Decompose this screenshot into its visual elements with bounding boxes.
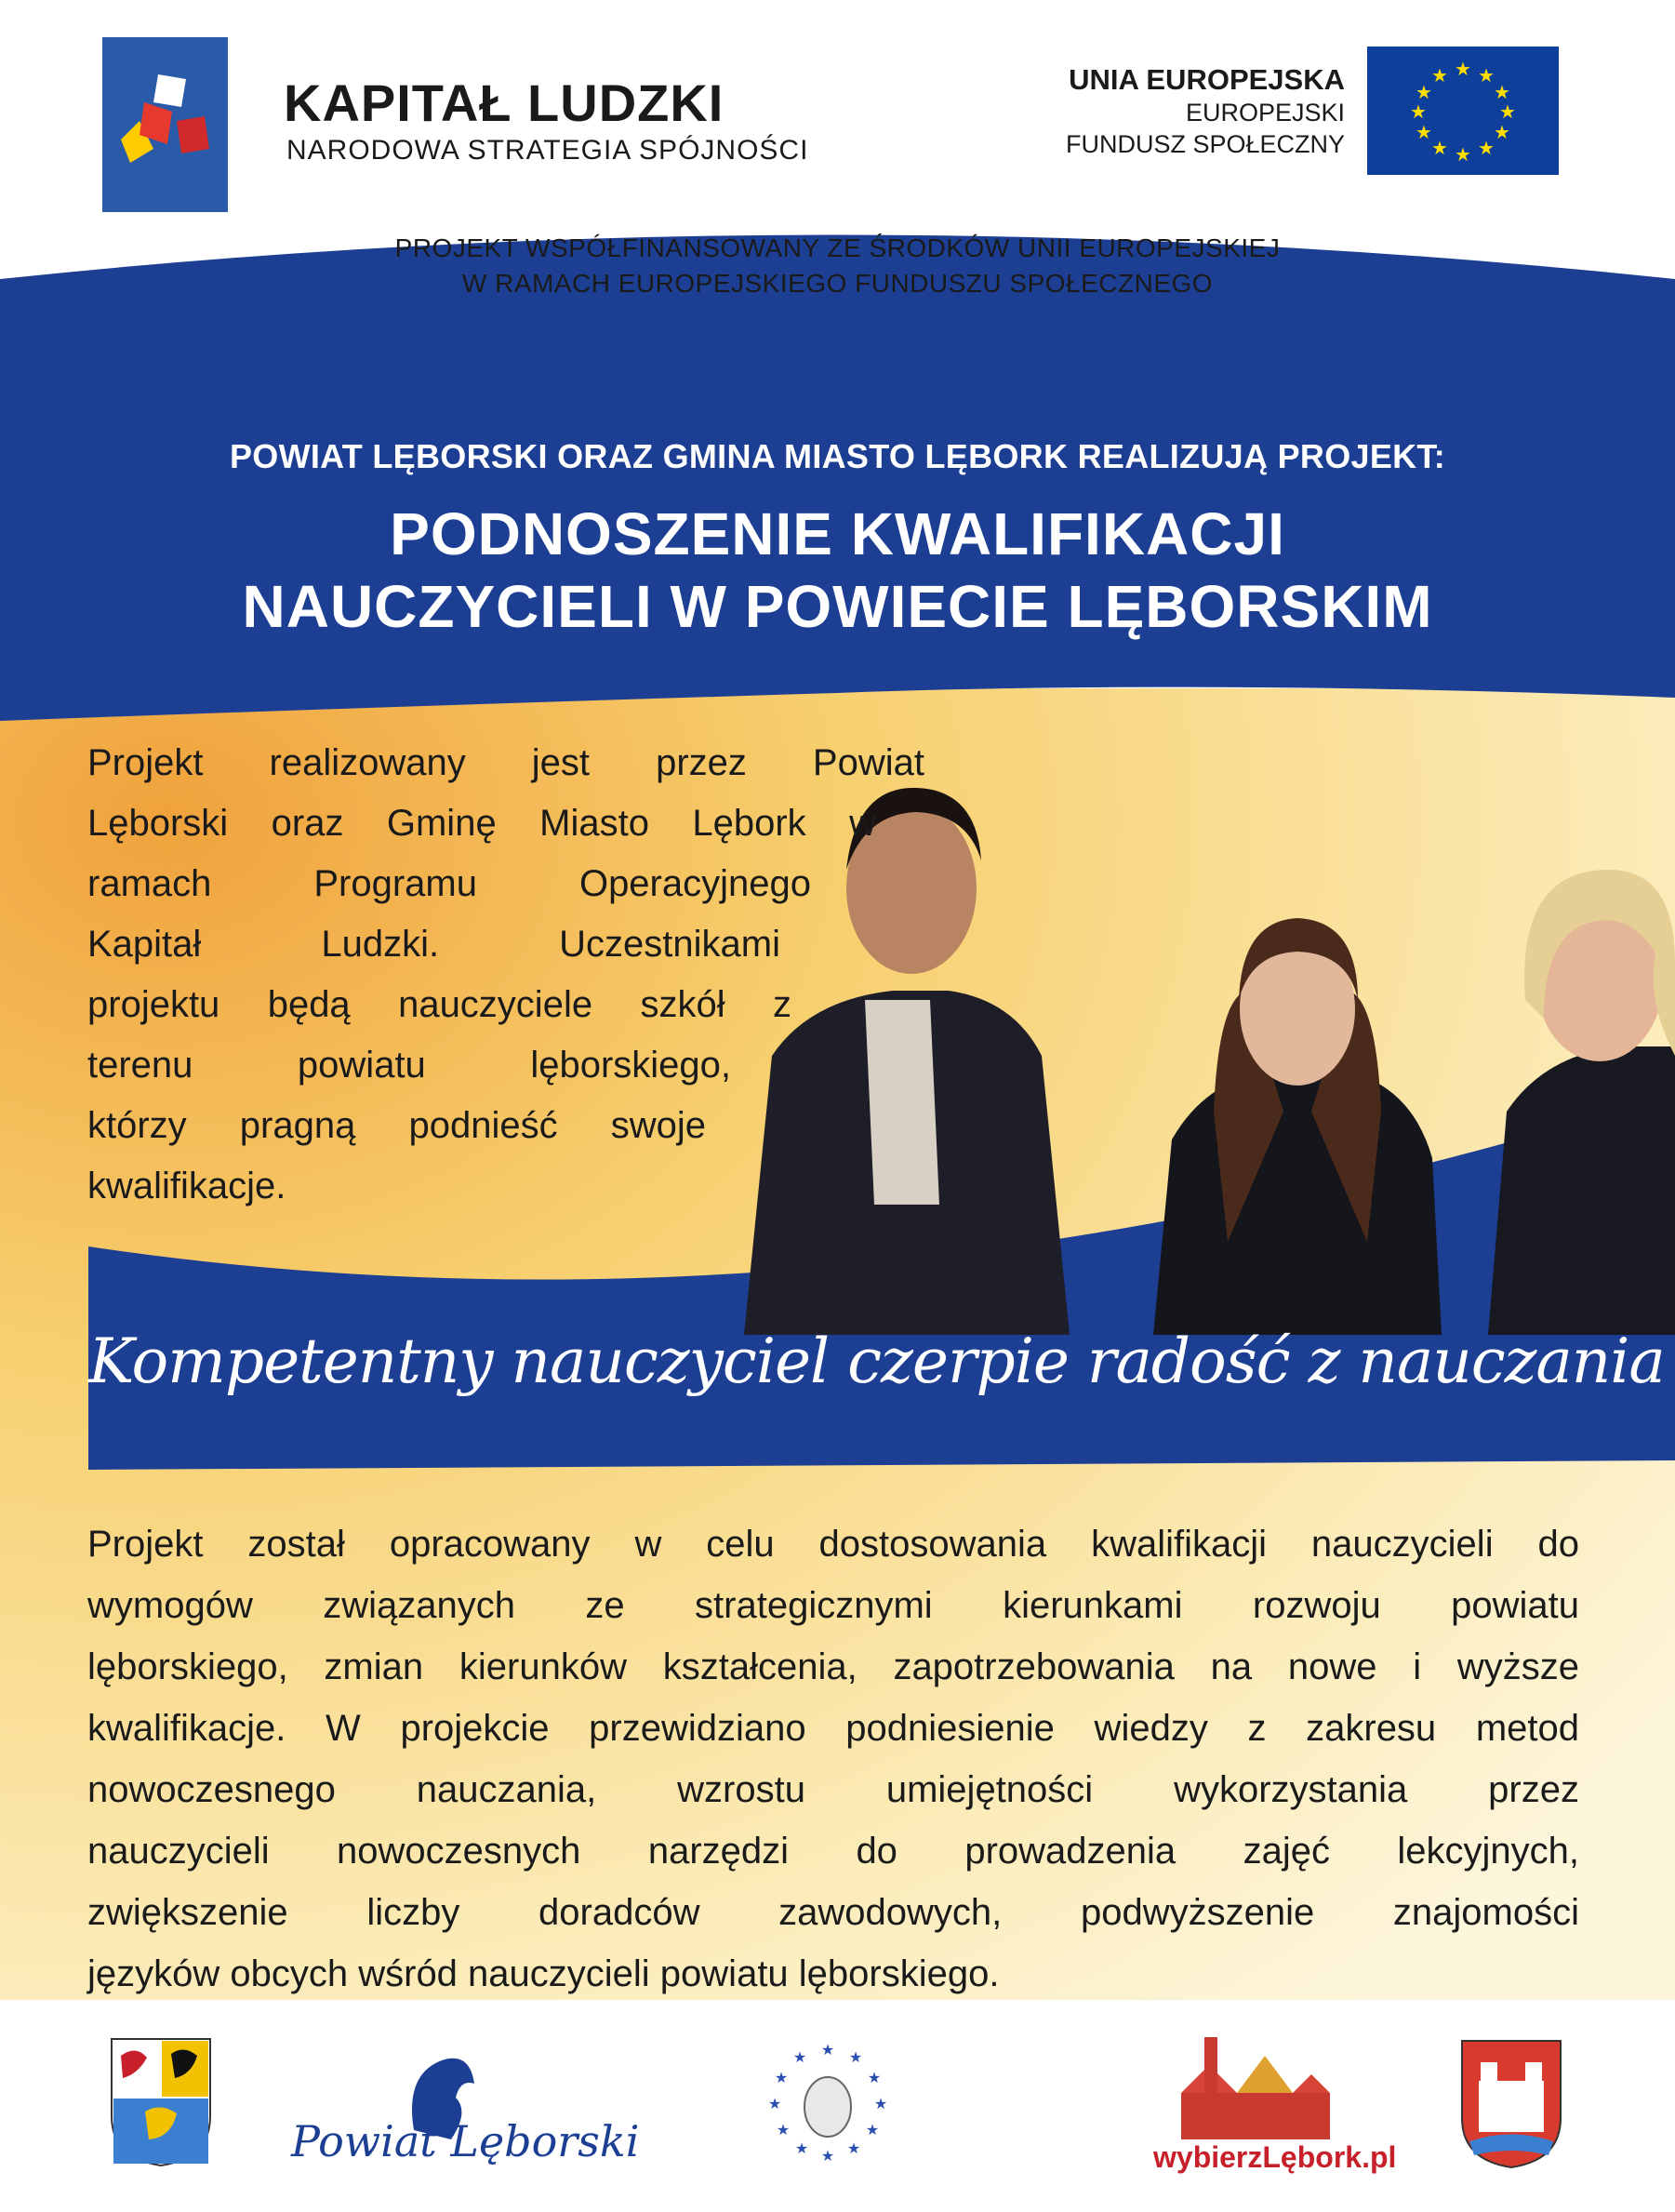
body-line: Projekt został opracowany w celu dostosowania kwalifikacji nauczycieli do bbox=[87, 1524, 1579, 1565]
wybierz-lebork-logo bbox=[1153, 2028, 1397, 2177]
slogan: Kompetentny nauczyciel czerpie radość z nauczania bbox=[88, 1326, 1665, 1397]
svg-text:★: ★ bbox=[792, 2048, 807, 2066]
project-title-line-1: PODNOSZENIE KWALIFIKACJI bbox=[390, 500, 1285, 567]
svg-text:★: ★ bbox=[1478, 137, 1495, 159]
implementers-heading: POWIAT LĘBORSKI ORAZ GMINA MIASTO LĘBORK REALIZUJĄ PROJEKT: bbox=[229, 437, 1446, 475]
kapital-ludzki-title: KAPITAŁ LUDZKI bbox=[284, 73, 725, 132]
powiat-leborski-label: Powiat Lęborski bbox=[291, 2116, 640, 2166]
wybierz-lebork-label: wybierzLębork.pl bbox=[1153, 2140, 1397, 2174]
stars-circle-logo-icon bbox=[767, 2042, 888, 2163]
pomorskie-coat-of-arms-icon bbox=[110, 2037, 212, 2167]
body-paragraph bbox=[87, 1513, 1579, 2005]
svg-text:★: ★ bbox=[1431, 137, 1448, 159]
body-line: nowoczesnego nauczania, wzrostu umiejętności wykorzystania przez bbox=[87, 1769, 1579, 1810]
intro-line: terenu powiatu lęborskiego, bbox=[87, 1045, 731, 1086]
svg-text:★: ★ bbox=[867, 2069, 882, 2086]
svg-text:★: ★ bbox=[776, 2121, 791, 2139]
svg-text:★: ★ bbox=[1478, 64, 1495, 87]
svg-text:★: ★ bbox=[1494, 81, 1510, 103]
intro-line: projektu będą nauczyciele szkół z bbox=[87, 984, 791, 1025]
svg-text:★: ★ bbox=[865, 2121, 880, 2139]
svg-text:★: ★ bbox=[794, 2139, 809, 2157]
svg-text:★: ★ bbox=[1455, 58, 1471, 80]
cofinancing-line-2: W RAMACH EUROPEJSKIEGO FUNDUSZU SPOŁECZNEGO bbox=[461, 269, 1214, 298]
intro-paragraph bbox=[87, 733, 929, 1217]
body-line: wymogów związanych ze strategicznymi kierunkami rozwoju powiatu bbox=[87, 1585, 1579, 1626]
kapital-ludzki-logo bbox=[102, 37, 228, 212]
svg-text:★: ★ bbox=[1416, 121, 1432, 143]
svg-text:★: ★ bbox=[820, 2041, 835, 2059]
kapital-ludzki-subtitle: NARODOWA STRATEGIA SPÓJNOŚCI bbox=[286, 135, 809, 166]
cofinancing-line-1: PROJEKT WSPÓŁFINANSOWANY ZE ŚRODKÓW UNII EUROPEJSKIEJ bbox=[394, 233, 1281, 262]
intro-line: kwalifikacje. bbox=[87, 1166, 286, 1206]
intro-line: ramach Programu Operacyjnego bbox=[87, 863, 811, 904]
eu-fund-label-1: EUROPEJSKI bbox=[1185, 99, 1345, 127]
body-line: kwalifikacje. W projekcie przewidziano podniesienie wiedzy z zakresu metod bbox=[87, 1708, 1579, 1749]
body-line: lęborskiego, zmian kierunków kształcenia, zapotrzebowania na nowe i wyższe bbox=[87, 1646, 1579, 1687]
svg-text:★: ★ bbox=[767, 2095, 782, 2112]
svg-text:★: ★ bbox=[1499, 100, 1516, 123]
intro-line: Kapitał Ludzki. Uczestnikami bbox=[87, 924, 780, 965]
svg-text:★: ★ bbox=[848, 2048, 863, 2066]
svg-text:★: ★ bbox=[1455, 143, 1471, 166]
eu-union-label: UNIA EUROPEJSKA bbox=[1069, 63, 1345, 96]
svg-text:★: ★ bbox=[1494, 121, 1510, 143]
svg-text:★: ★ bbox=[1431, 64, 1448, 87]
svg-text:★: ★ bbox=[1410, 100, 1427, 123]
svg-text:★: ★ bbox=[1416, 81, 1432, 103]
intro-line: Lęborski oraz Gminę Miasto Lębork w bbox=[87, 803, 876, 844]
powiat-leborski-logo bbox=[284, 2046, 640, 2167]
intro-line: Projekt realizowany jest przez Powiat bbox=[87, 742, 924, 783]
intro-line: którzy pragną podnieść swoje bbox=[87, 1105, 706, 1146]
cofinancing-note bbox=[0, 231, 1675, 301]
body-line: zwiększenie liczby doradców zawodowych, podwyższenie znajomości bbox=[87, 1892, 1579, 1933]
svg-text:★: ★ bbox=[774, 2069, 789, 2086]
project-title bbox=[0, 498, 1675, 643]
body-line: języków obcych wśród nauczycieli powiatu lęborskiego. bbox=[87, 1953, 1000, 1994]
eu-flag-icon bbox=[1367, 47, 1559, 175]
eu-text-block bbox=[1066, 63, 1345, 160]
lebork-coat-of-arms-icon bbox=[1460, 2039, 1562, 2169]
navy-band bbox=[0, 235, 1675, 722]
svg-text:★: ★ bbox=[873, 2095, 888, 2112]
eu-fund-label-2: FUNDUSZ SPOŁECZNY bbox=[1065, 130, 1345, 158]
svg-text:★: ★ bbox=[820, 2147, 835, 2165]
body-line: nauczycieli nowoczesnych narzędzi do prowadzenia zajęć lekcyjnych, bbox=[87, 1831, 1579, 1872]
svg-text:★: ★ bbox=[846, 2139, 861, 2157]
project-title-line-2: NAUCZYCIELI W POWIECIE LĘBORSKIM bbox=[242, 573, 1433, 640]
